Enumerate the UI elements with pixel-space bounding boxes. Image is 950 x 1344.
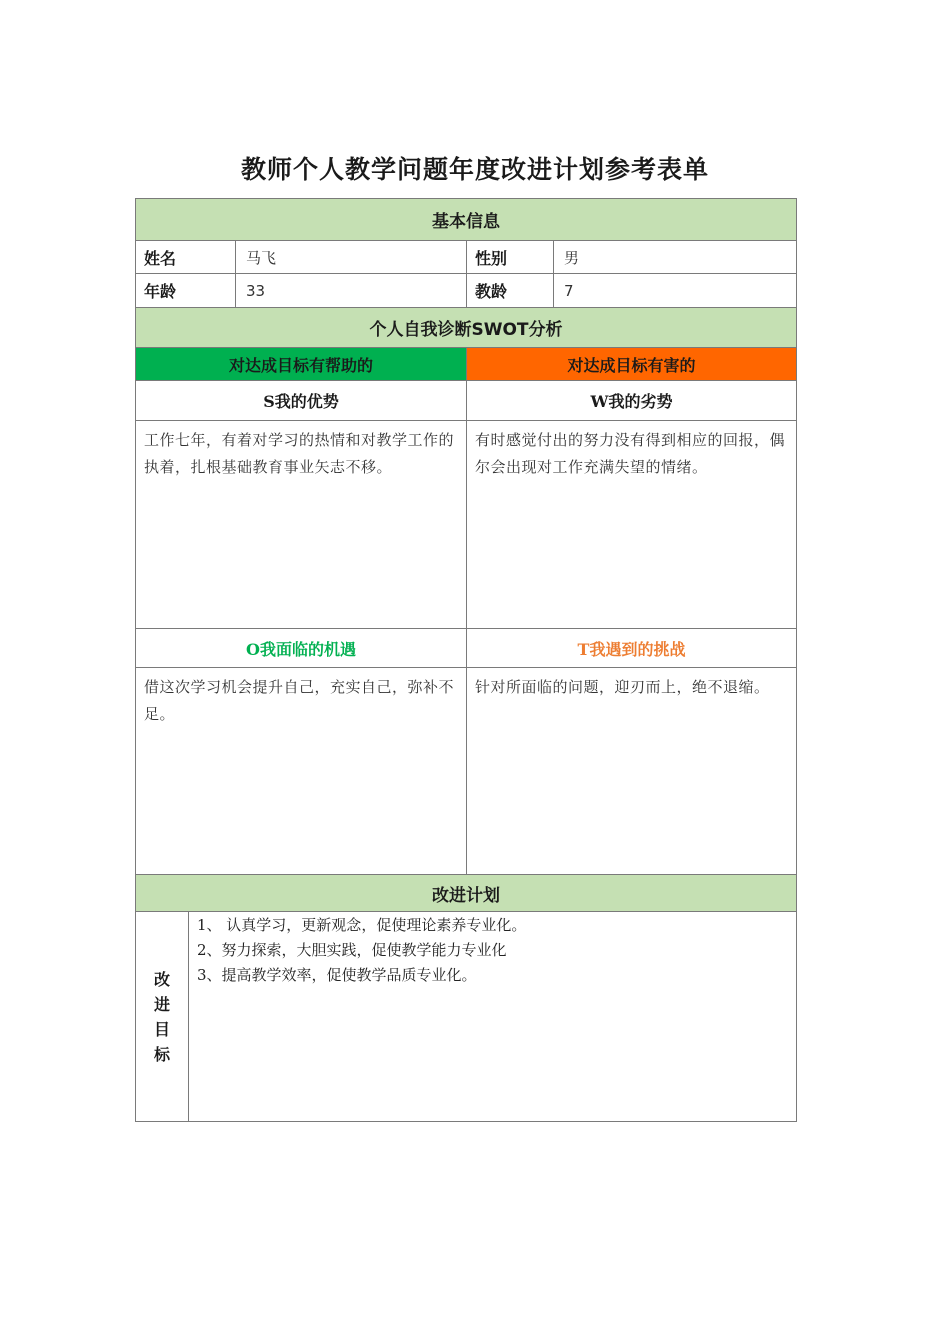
strengths-text: 工作七年，有着对学习的热情和对教学工作的执着，扎根基础教育事业矢志不移。 (135, 420, 467, 629)
plan-items (188, 911, 797, 1122)
goal-label-char: 目 (153, 1019, 170, 1039)
teaching-years-label: 教龄 (466, 273, 554, 308)
swot-header: 个人自我诊断SWOT分析 (135, 307, 797, 348)
strengths-title: S我的优势 (135, 380, 467, 421)
goal-label-char: 进 (153, 994, 170, 1014)
teaching-years-value: 7 (553, 273, 797, 308)
plan-item: 1、 认真学习，更新观念，促使理论素养专业化。 (197, 916, 527, 934)
plan-item: 2、努力探索，大胆实践，促使教学能力专业化 (197, 941, 507, 959)
page-title: 教师个人教学问题年度改进计划参考表单 (240, 155, 709, 184)
age-label: 年龄 (135, 273, 236, 308)
helpful-header: 对达成目标有帮助的 (135, 347, 467, 381)
weaknesses-text: 有时感觉付出的努力没有得到相应的回报，偶尔会出现对工作充满失望的情绪。 (466, 420, 797, 629)
weaknesses-title: W我的劣势 (466, 380, 797, 421)
harmful-header: 对达成目标有害的 (466, 347, 797, 381)
name-value: 马飞 (235, 240, 467, 274)
goal-label-char: 标 (153, 1044, 170, 1064)
goal-label-char: 改 (153, 969, 170, 989)
age-value: 33 (235, 273, 467, 308)
opportunities-text: 借这次学习机会提升自己，充实自己，弥补不足。 (135, 667, 467, 875)
name-label: 姓名 (135, 240, 236, 274)
opportunities-title: O我面临的机遇 (135, 628, 467, 668)
goal-label (153, 967, 171, 1067)
plan-item: 3、提高教学效率，促使教学品质专业化。 (197, 966, 477, 984)
threats-text: 针对所面临的问题，迎刃而上，绝不退缩。 (466, 667, 797, 875)
gender-value: 男 (553, 240, 797, 274)
goal-label-cell (135, 911, 189, 1122)
plan-header: 改进计划 (135, 874, 797, 912)
basic-info-header: 基本信息 (135, 198, 797, 241)
threats-title: T我遇到的挑战 (466, 628, 797, 668)
gender-label: 性别 (466, 240, 554, 274)
